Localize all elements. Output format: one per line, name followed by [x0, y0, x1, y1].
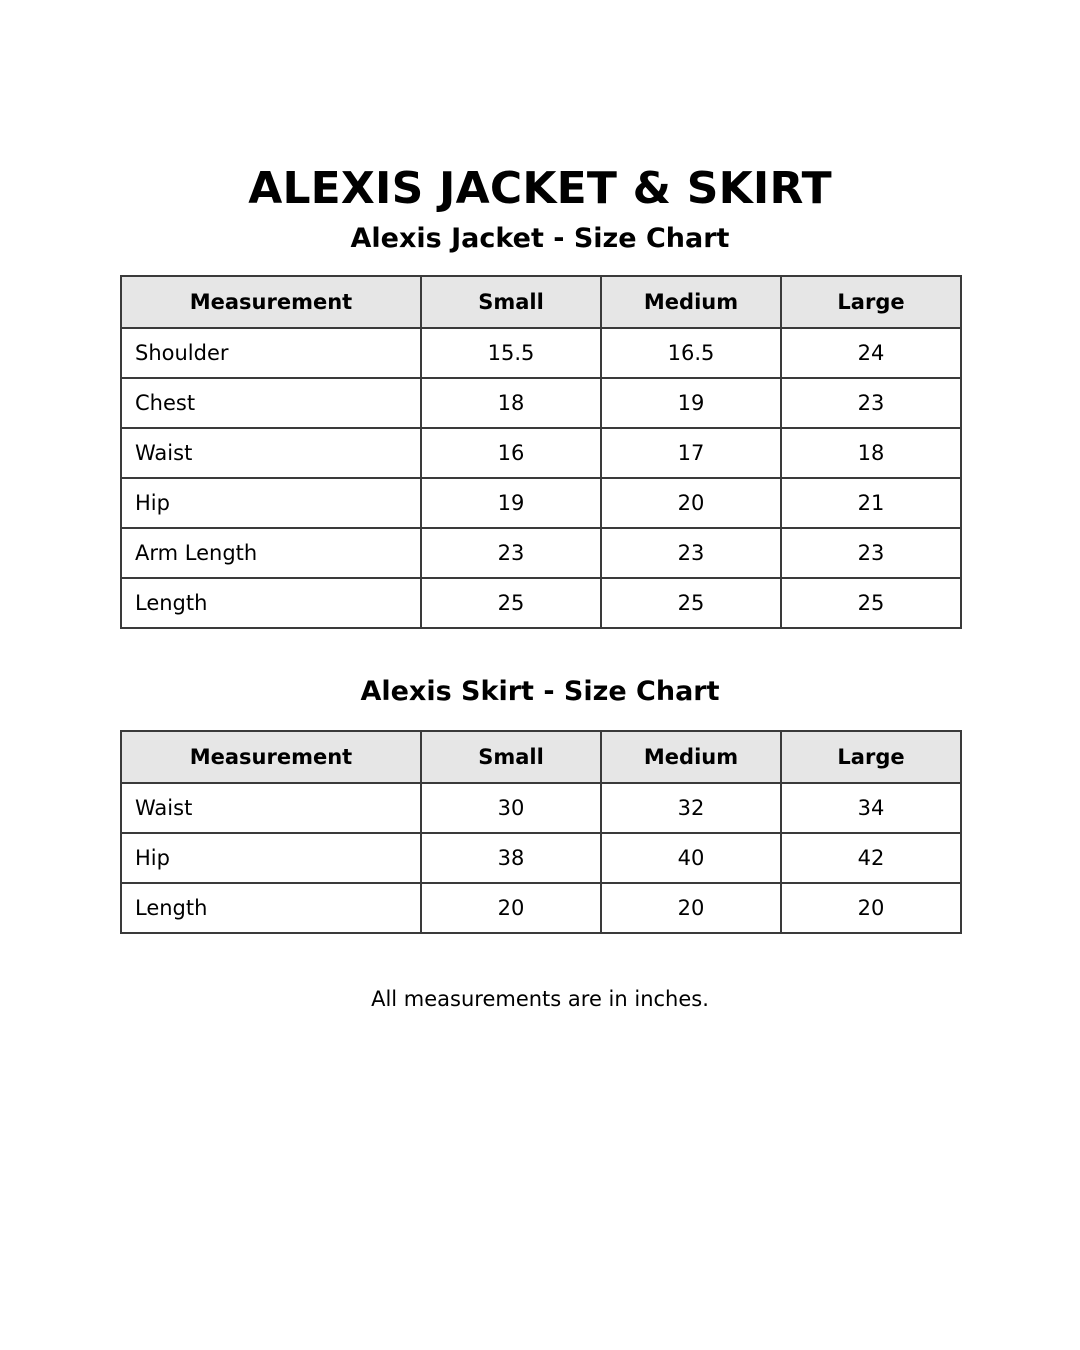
table-row: [121, 883, 961, 933]
column-header-small: Small: [421, 276, 601, 328]
cell-waist-medium: 32: [601, 783, 781, 833]
row-label-chest: Chest: [121, 378, 421, 428]
cell-arm-length-small: 23: [421, 528, 601, 578]
skirt-table-header: [121, 731, 961, 783]
cell-waist-small: 30: [421, 783, 601, 833]
cell-waist-medium: 17: [601, 428, 781, 478]
row-label-hip: Hip: [121, 478, 421, 528]
page-title: ALEXIS JACKET & SKIRT: [248, 163, 832, 214]
cell-waist-small: 16: [421, 428, 601, 478]
cell-hip-large: 42: [781, 833, 961, 883]
cell-shoulder-medium: 16.5: [601, 328, 781, 378]
jacket-section-heading: Alexis Jacket - Size Chart: [350, 223, 730, 255]
table-row: [121, 328, 961, 378]
column-header-medium: Medium: [601, 731, 781, 783]
cell-chest-medium: 19: [601, 378, 781, 428]
cell-hip-medium: 20: [601, 478, 781, 528]
row-label-length: Length: [121, 578, 421, 628]
table-row: [121, 833, 961, 883]
table-row: [121, 528, 961, 578]
cell-length-small: 20: [421, 883, 601, 933]
column-header-large: Large: [781, 276, 961, 328]
cell-arm-length-large: 23: [781, 528, 961, 578]
cell-hip-large: 21: [781, 478, 961, 528]
row-label-length: Length: [121, 883, 421, 933]
cell-shoulder-large: 24: [781, 328, 961, 378]
cell-arm-length-medium: 23: [601, 528, 781, 578]
table-header-row: [121, 276, 961, 328]
table-header-row: [121, 731, 961, 783]
cell-chest-large: 23: [781, 378, 961, 428]
table-row: [121, 783, 961, 833]
jacket-size-table: [120, 275, 962, 629]
cell-length-medium: 25: [601, 578, 781, 628]
skirt-table-wrapper: [120, 730, 960, 934]
skirt-size-table: [120, 730, 962, 934]
cell-hip-medium: 40: [601, 833, 781, 883]
jacket-table-wrapper: [120, 275, 960, 629]
cell-waist-large: 18: [781, 428, 961, 478]
cell-chest-small: 18: [421, 378, 601, 428]
column-header-medium: Medium: [601, 276, 781, 328]
measurements-note: All measurements are in inches.: [371, 986, 709, 1011]
cell-waist-large: 34: [781, 783, 961, 833]
cell-length-large: 20: [781, 883, 961, 933]
cell-length-small: 25: [421, 578, 601, 628]
row-label-arm-length: Arm Length: [121, 528, 421, 578]
skirt-table-body: [121, 783, 961, 933]
cell-length-large: 25: [781, 578, 961, 628]
column-header-measurement: Measurement: [121, 276, 421, 328]
cell-hip-small: 19: [421, 478, 601, 528]
column-header-small: Small: [421, 731, 601, 783]
table-row: [121, 478, 961, 528]
jacket-table-header: [121, 276, 961, 328]
table-row: [121, 428, 961, 478]
skirt-section-heading: Alexis Skirt - Size Chart: [360, 675, 720, 707]
cell-shoulder-small: 15.5: [421, 328, 601, 378]
table-row: [121, 578, 961, 628]
cell-length-medium: 20: [601, 883, 781, 933]
row-label-shoulder: Shoulder: [121, 328, 421, 378]
jacket-table-body: [121, 328, 961, 628]
cell-hip-small: 38: [421, 833, 601, 883]
row-label-waist: Waist: [121, 783, 421, 833]
row-label-waist: Waist: [121, 428, 421, 478]
column-header-large: Large: [781, 731, 961, 783]
table-row: [121, 378, 961, 428]
row-label-hip: Hip: [121, 833, 421, 883]
column-header-measurement: Measurement: [121, 731, 421, 783]
